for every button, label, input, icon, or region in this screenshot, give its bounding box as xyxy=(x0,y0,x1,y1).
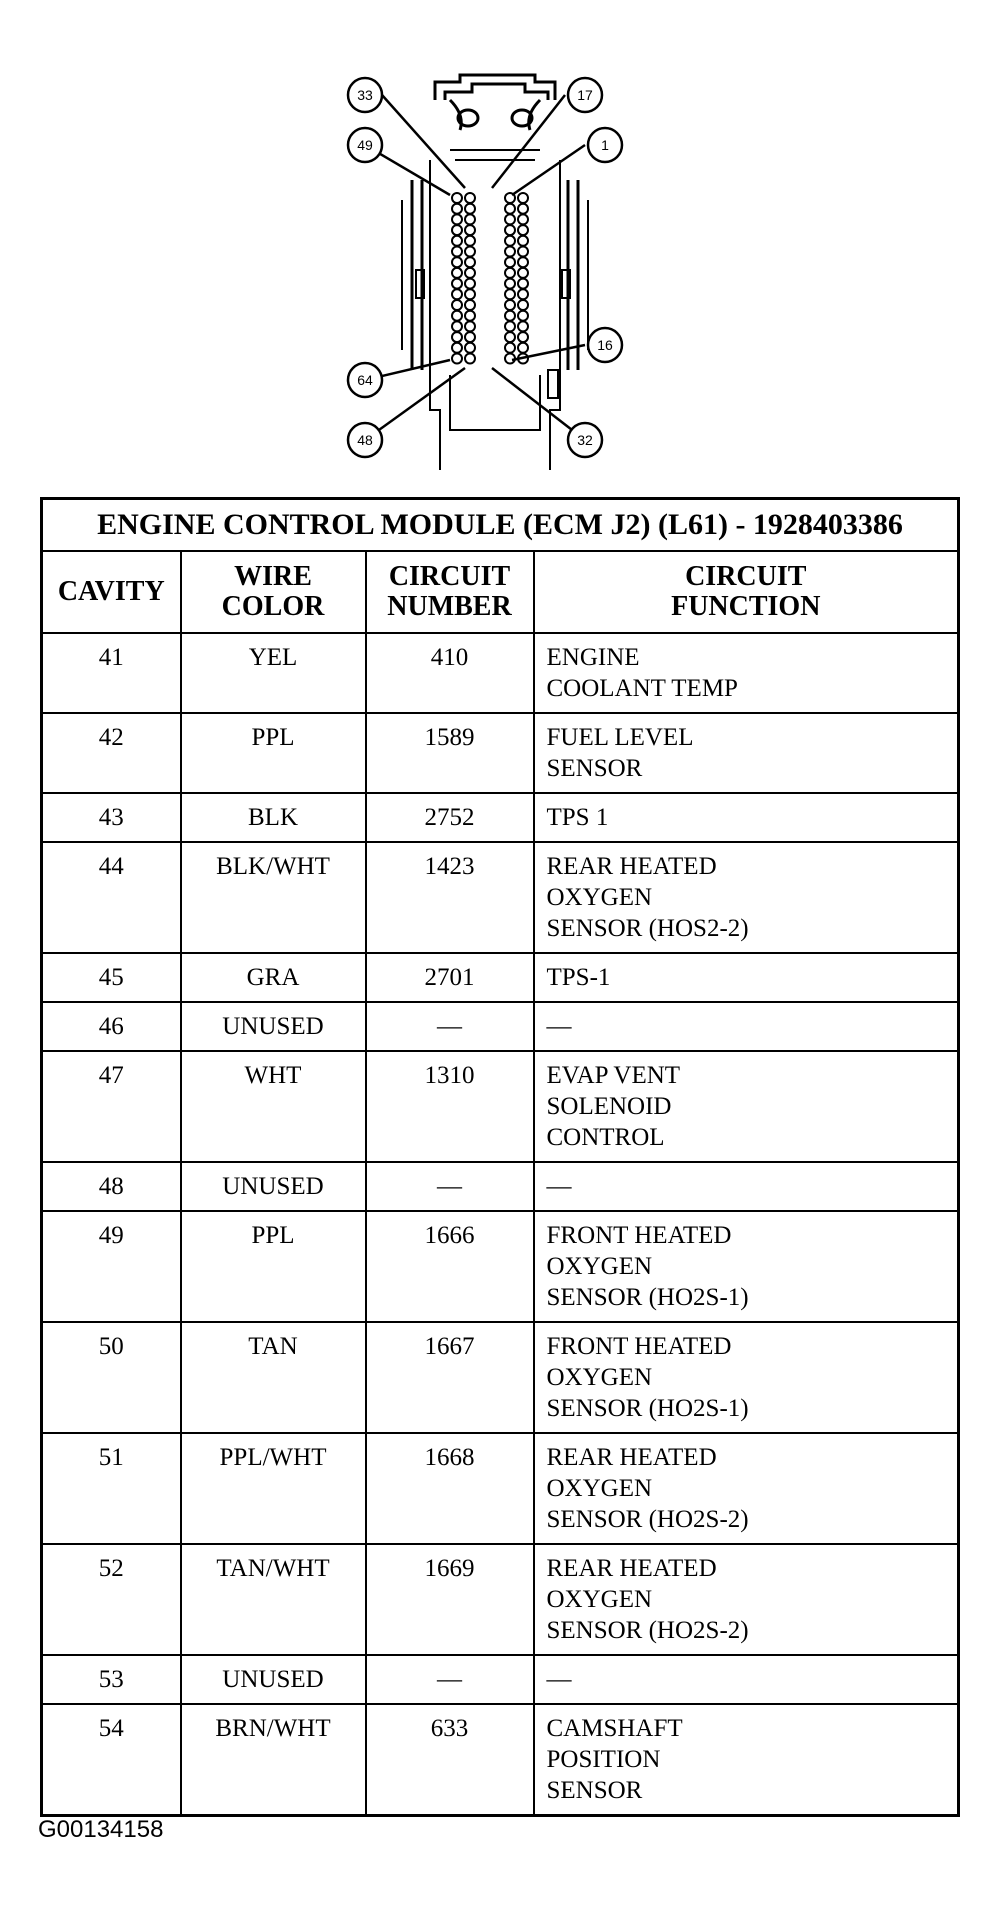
circuit-function-cell xyxy=(534,1322,959,1433)
connector-pin xyxy=(452,332,462,342)
table-row xyxy=(42,842,959,953)
connector-pin xyxy=(465,279,475,289)
circuit-function-line: SENSOR (HO2S-2) xyxy=(546,1506,749,1533)
wire-color-cell: BLK xyxy=(181,793,366,842)
circuit-number-cell: — xyxy=(366,1002,534,1051)
table-row xyxy=(42,1322,959,1433)
connector-pin xyxy=(505,300,515,310)
circuit-function-line: REAR HEATED xyxy=(546,1555,717,1582)
connector-pin xyxy=(452,193,462,203)
connector-pin xyxy=(505,247,515,257)
circuit-number-cell: 1666 xyxy=(366,1211,534,1322)
wire-color-cell: PPL/WHT xyxy=(181,1433,366,1544)
connector-pin xyxy=(518,300,528,310)
connector-pin xyxy=(452,214,462,224)
callout-leader xyxy=(382,95,465,188)
connector-pin xyxy=(465,193,475,203)
cavity-cell: 44 xyxy=(42,842,181,953)
table-row xyxy=(42,713,959,793)
wire-color-cell: PPL xyxy=(181,713,366,793)
connector-pin xyxy=(518,343,528,353)
header-circuit-function xyxy=(534,551,959,633)
connector-pin xyxy=(518,332,528,342)
connector-pin xyxy=(465,343,475,353)
callout-label: 16 xyxy=(597,337,613,353)
pin-grid xyxy=(452,193,528,364)
table-row xyxy=(42,633,959,713)
circuit-number-cell: 2752 xyxy=(366,793,534,842)
circuit-function-cell xyxy=(534,1704,959,1816)
connector-body-feet xyxy=(450,375,540,430)
cavity-cell: 53 xyxy=(42,1655,181,1704)
connector-diagram xyxy=(340,70,640,480)
cavity-cell: 54 xyxy=(42,1704,181,1816)
connector-pin xyxy=(465,214,475,224)
connector-pin xyxy=(518,268,528,278)
connector-pin xyxy=(518,289,528,299)
cavity-cell: 46 xyxy=(42,1002,181,1051)
circuit-function-cell xyxy=(534,1002,959,1051)
connector-pin xyxy=(505,289,515,299)
circuit-function-line: TPS 1 xyxy=(546,804,609,831)
circuit-function-cell xyxy=(534,1433,959,1544)
table-row xyxy=(42,1433,959,1544)
connector-key xyxy=(548,370,558,398)
wire-color-cell: TAN xyxy=(181,1322,366,1433)
connector-pin xyxy=(518,279,528,289)
circuit-number-cell: 1668 xyxy=(366,1433,534,1544)
circuit-function-line: SENSOR (HO2S-2) xyxy=(546,1617,749,1644)
connector-pin xyxy=(452,343,462,353)
header-line: CAVITY xyxy=(57,576,165,607)
table-row xyxy=(42,1051,959,1162)
callout-label: 64 xyxy=(357,372,373,388)
cavity-cell: 52 xyxy=(42,1544,181,1655)
connector-pin xyxy=(505,268,515,278)
wire-color-cell: UNUSED xyxy=(181,1655,366,1704)
pinout-table xyxy=(40,497,960,1817)
connector-pin xyxy=(505,332,515,342)
connector-latch xyxy=(435,75,555,100)
circuit-function-line: CAMSHAFT xyxy=(546,1715,683,1742)
connector-pin xyxy=(465,236,475,246)
circuit-function-line: SENSOR (HOS2-2) xyxy=(546,915,749,942)
circuit-function-line: OXYGEN xyxy=(546,1364,653,1391)
callout-label: 17 xyxy=(577,87,593,103)
connector-pin xyxy=(465,289,475,299)
connector-pin xyxy=(452,279,462,289)
figure-id: G00134158 xyxy=(38,1816,164,1843)
connector-pin xyxy=(465,300,475,310)
circuit-function-cell xyxy=(534,633,959,713)
connector-pin xyxy=(465,268,475,278)
circuit-number-cell: — xyxy=(366,1162,534,1211)
connector-pin xyxy=(505,204,515,214)
connector-pin xyxy=(518,236,528,246)
header-circuit-number xyxy=(366,551,534,633)
cavity-cell: 42 xyxy=(42,713,181,793)
connector-pin xyxy=(452,204,462,214)
connector-body xyxy=(412,180,578,370)
circuit-function-cell xyxy=(534,1211,959,1322)
table-title: ENGINE CONTROL MODULE (ECM J2) (L61) - 1928403386 xyxy=(42,499,959,552)
wire-color-cell: TAN/WHT xyxy=(181,1544,366,1655)
circuit-number-cell: 2701 xyxy=(366,953,534,1002)
connector-pin xyxy=(452,257,462,267)
connector-pin xyxy=(465,204,475,214)
cavity-cell: 47 xyxy=(42,1051,181,1162)
wire-color-cell: UNUSED xyxy=(181,1162,366,1211)
connector-pin xyxy=(452,236,462,246)
table-row xyxy=(42,1211,959,1322)
connector-pin xyxy=(452,354,462,364)
wire-color-cell: BRN/WHT xyxy=(181,1704,366,1816)
cavity-cell: 49 xyxy=(42,1211,181,1322)
circuit-function-line: REAR HEATED xyxy=(546,1444,717,1471)
connector-pin xyxy=(465,332,475,342)
circuit-number-cell: 1669 xyxy=(366,1544,534,1655)
circuit-number-cell: — xyxy=(366,1655,534,1704)
circuit-function-cell xyxy=(534,1544,959,1655)
connector-pin xyxy=(505,257,515,267)
circuit-function-line: FUEL LEVEL xyxy=(546,724,694,751)
circuit-number-cell: 1423 xyxy=(366,842,534,953)
connector-pin xyxy=(505,279,515,289)
circuit-function-cell xyxy=(534,1051,959,1162)
connector-pin xyxy=(518,204,528,214)
circuit-function-cell xyxy=(534,1655,959,1704)
wire-color-cell: WHT xyxy=(181,1051,366,1162)
wire-color-cell: PPL xyxy=(181,1211,366,1322)
connector-pin xyxy=(505,311,515,321)
circuit-function-cell xyxy=(534,793,959,842)
circuit-function-line: FRONT HEATED xyxy=(546,1333,732,1360)
connector-pin xyxy=(465,311,475,321)
circuit-function-line: ENGINE xyxy=(546,644,640,671)
connector-pin xyxy=(518,214,528,224)
circuit-function-line: CONTROL xyxy=(546,1124,665,1151)
header-line: NUMBER xyxy=(387,591,512,622)
circuit-function-line: OXYGEN xyxy=(546,884,653,911)
circuit-function-line: FRONT HEATED xyxy=(546,1222,732,1249)
callout-label: 48 xyxy=(357,432,373,448)
connector-pin xyxy=(518,247,528,257)
header-line: COLOR xyxy=(221,591,325,622)
header-wire-color xyxy=(181,551,366,633)
table-body xyxy=(42,633,959,1816)
connector-pin xyxy=(505,225,515,235)
wire-color-cell: GRA xyxy=(181,953,366,1002)
circuit-function-line: REAR HEATED xyxy=(546,853,717,880)
cavity-cell: 51 xyxy=(42,1433,181,1544)
circuit-number-cell: 1589 xyxy=(366,713,534,793)
callout-label: 1 xyxy=(601,137,609,153)
table-row xyxy=(42,953,959,1002)
circuit-function-line: SENSOR (HO2S-1) xyxy=(546,1395,749,1422)
table-row xyxy=(42,1162,959,1211)
connector-pin xyxy=(465,321,475,331)
connector-pin xyxy=(452,311,462,321)
circuit-function-line: SENSOR (HO2S-1) xyxy=(546,1284,749,1311)
circuit-function-line: SOLENOID xyxy=(546,1093,672,1120)
circuit-function-line: COOLANT TEMP xyxy=(546,675,738,702)
callout-label: 49 xyxy=(357,137,373,153)
circuit-function-line: OXYGEN xyxy=(546,1586,653,1613)
connector-pin xyxy=(505,236,515,246)
connector-pin xyxy=(518,321,528,331)
circuit-function-cell xyxy=(534,1162,959,1211)
circuit-function-cell xyxy=(534,713,959,793)
connector-pin xyxy=(465,354,475,364)
circuit-function-line: POSITION xyxy=(546,1746,661,1773)
connector-pin xyxy=(505,343,515,353)
callout-leader xyxy=(512,145,585,195)
cavity-cell: 45 xyxy=(42,953,181,1002)
connector-pin xyxy=(518,257,528,267)
callout-leader xyxy=(492,95,565,188)
wire-color-cell: UNUSED xyxy=(181,1002,366,1051)
table-row xyxy=(42,1544,959,1655)
connector-latch-inner xyxy=(445,84,548,100)
circuit-function-line: SENSOR xyxy=(546,1777,643,1804)
circuit-number-cell: 1667 xyxy=(366,1322,534,1433)
wire-color-cell: YEL xyxy=(181,633,366,713)
callout-label: 32 xyxy=(577,432,593,448)
cavity-cell: 50 xyxy=(42,1322,181,1433)
circuit-function-line: OXYGEN xyxy=(546,1475,653,1502)
circuit-function-line: OXYGEN xyxy=(546,1253,653,1280)
connector-pin xyxy=(505,214,515,224)
connector-latch-bridge xyxy=(450,150,540,160)
circuit-function-cell xyxy=(534,953,959,1002)
circuit-number-cell: 1310 xyxy=(366,1051,534,1162)
connector-pin xyxy=(505,321,515,331)
header-line: CIRCUIT xyxy=(388,561,511,592)
connector-pin xyxy=(452,268,462,278)
header-row xyxy=(42,551,959,633)
cavity-cell: 48 xyxy=(42,1162,181,1211)
cavity-cell: 41 xyxy=(42,633,181,713)
connector-pin xyxy=(452,289,462,299)
connector-pin xyxy=(518,311,528,321)
circuit-function-cell xyxy=(534,842,959,953)
cavity-cell: 43 xyxy=(42,793,181,842)
circuit-function-line: SENSOR xyxy=(546,755,643,782)
table-row xyxy=(42,793,959,842)
connector-pin xyxy=(518,193,528,203)
connector-pin xyxy=(452,321,462,331)
circuit-number-cell: 633 xyxy=(366,1704,534,1816)
connector-pin xyxy=(465,225,475,235)
table-row xyxy=(42,1002,959,1051)
circuit-function-line: — xyxy=(546,1013,572,1040)
header-line: CIRCUIT xyxy=(685,561,807,592)
circuit-function-line: TPS-1 xyxy=(546,964,611,991)
connector-pin xyxy=(465,247,475,257)
header-line: FUNCTION xyxy=(671,591,821,622)
table-row xyxy=(42,1704,959,1816)
connector-pin xyxy=(518,225,528,235)
table-row xyxy=(42,1655,959,1704)
circuit-function-line: — xyxy=(546,1666,572,1693)
circuit-number-cell: 410 xyxy=(366,633,534,713)
header-cavity xyxy=(42,551,181,633)
callout-label: 33 xyxy=(357,87,373,103)
connector-pin xyxy=(452,247,462,257)
circuit-function-line: — xyxy=(546,1173,572,1200)
connector-pin xyxy=(452,300,462,310)
wire-color-cell: BLK/WHT xyxy=(181,842,366,953)
connector-pin xyxy=(465,257,475,267)
circuit-function-line: EVAP VENT xyxy=(546,1062,681,1089)
header-line: WIRE xyxy=(234,561,312,592)
connector-pin xyxy=(452,225,462,235)
